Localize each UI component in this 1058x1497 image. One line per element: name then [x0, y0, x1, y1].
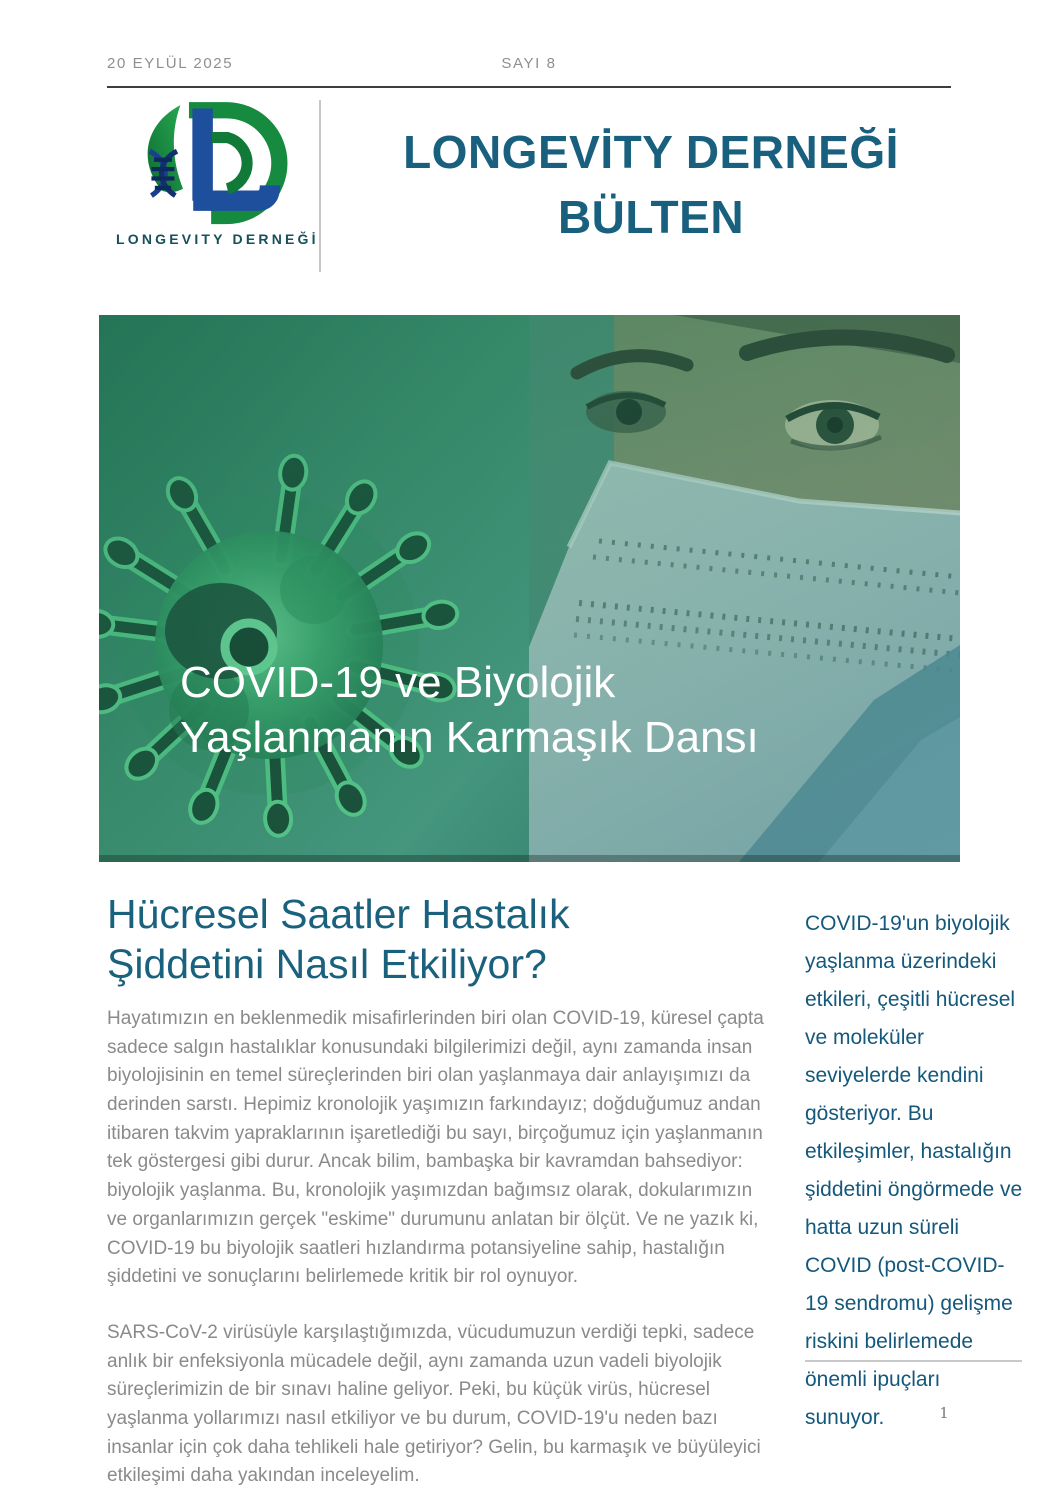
newsletter-title: [342, 120, 960, 251]
hero-image: [99, 315, 960, 862]
hero-illustration: [99, 315, 960, 862]
newsletter-title-line2: BÜLTEN: [557, 191, 745, 244]
brand-divider: [319, 100, 321, 272]
issue-number: SAYI 8: [501, 55, 557, 72]
article-heading-line2: Şiddetini Nasıl Etkiliyor?: [107, 941, 547, 988]
article-heading: [107, 889, 775, 989]
article-heading-line1: Hücresel Saatler Hastalık: [107, 891, 570, 937]
longevity-logo-icon: [117, 100, 307, 228]
hero-caption-line1: COVID-19 ve Biyolojik: [180, 658, 616, 707]
masthead: [107, 55, 951, 77]
logo-caption: LONGEVITY DERNEĞİ: [116, 231, 319, 247]
issue-date: 20 EYLÜL 2025: [107, 55, 234, 72]
article-paragraph: Hayatımızın en beklenmedik misafirlerinden biri olan COVID-19, küresel çapta sadece salgın hastalıklar konusundaki bilgilerimizi değil, aynı zamanda insan biyolojisinin en temel süreçlerinden biri olan yaşlanmaya dair anlayışımızı da derinden sarstı. Hepimiz kronolojik yaşımızın farkındayız; doğduğumuz andan itibaren takvim yapraklarının işaretlediği bu sayı, birçoğumuz için yaşlanmanın tek göstergesi gibi durur. Ancak bilim, bambaşka bir kavramdan bahsediyor: biyolojik yaşlanma. Bu, kronolojik yaşımızdan bağımsız olarak, dokularımızın ve organlarımızın gerçek "eskime" durumunu anlatan bir ölçüt. Ve ne yazık ki, COVID-19 bu biyolojik saatleri hızlandırma potansiyeline sahip, hastalığın şiddetini ve sonuçlarını belirlemede kritik bir rol oynuyor.: [107, 1008, 764, 1288]
newsletter-title-line1: LONGEVİTY DERNEĞİ: [403, 126, 899, 178]
page-number: 1: [939, 1404, 949, 1422]
article: [107, 889, 775, 1497]
brand-block: [116, 100, 319, 247]
sidebar-pullquote: COVID-19'un biyolojik yaşlanma üzerindeki etkileri, çeşitli hücresel ve moleküler seviyelerde kendini gösteriyor. Bu etkileşimler, hastalığın şiddetini öngörmede ve hatta uzun süreli COVID (post-COVID-19 sendromu) gelişme riskini belirlemede önemli ipuçları sunuyor.: [805, 912, 1023, 1429]
sidebar-divider: [805, 1360, 1022, 1362]
masthead-divider: [107, 86, 951, 88]
article-paragraph: SARS-CoV-2 virüsüyle karşılaştığımızda, vücudumuzun verdiği tepki, sadece anlık bir enfeksiyonla mücadele değil, aynı zamanda uzun vadeli biyolojik süreçlerimizin de bir sınavı haline geliyor. Peki, bu küçük virüs, hücresel yaşlanma yollarımızı nasıl etkiliyor ve bu durum, COVID-19'u neden bazı insanlar için çok daha tehlikeli hale getiriyor? Gelin, bu karmaşık ve büyüleyici etkileşimi daha yakından inceleyelim.: [107, 1321, 761, 1487]
hero-caption-line2: Yaşlanmanın Karmaşık Dansı: [180, 713, 759, 762]
hero-caption: [180, 655, 759, 765]
